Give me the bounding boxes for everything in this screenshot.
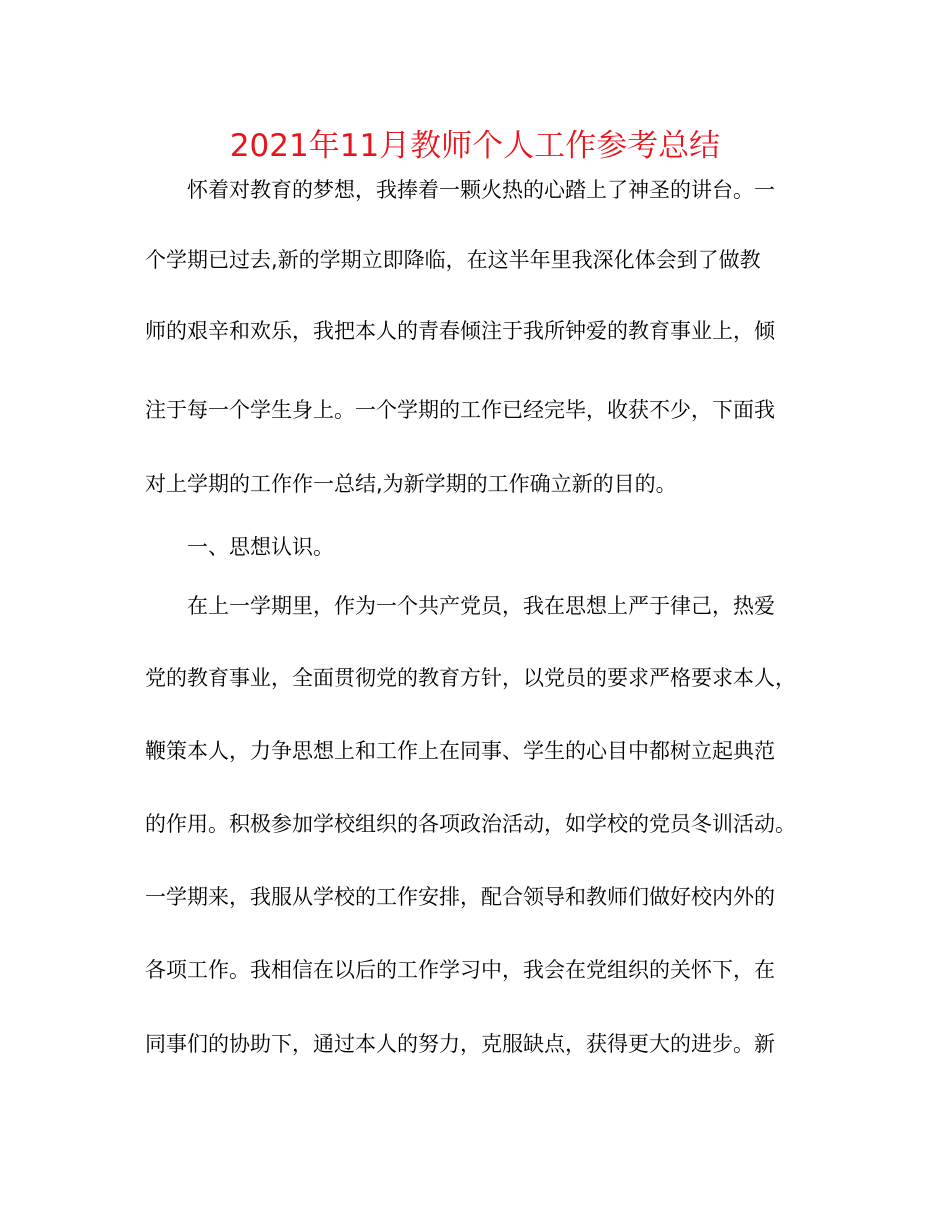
paragraph-line-3: 师的艰辛和欢乐，我把本人的青春倾注于我所钟爱的教育事业上，倾 bbox=[145, 319, 775, 343]
paragraph-line-12: 同事们的协助下，通过本人的努力，克服缺点，获得更大的进步。新 bbox=[145, 1032, 775, 1056]
paragraph-line-7: 党的教育事业，全面贯彻党的教育方针，以党员的要求严格要求本人， bbox=[145, 666, 796, 690]
paragraph-line-2: 个学期已过去,新的学期立即降临，在这半年里我深化体会到了做教 bbox=[145, 248, 761, 272]
paragraph-line-10: 一学期来，我服从学校的工作安排，配合领导和教师们做好校内外的 bbox=[145, 885, 775, 909]
section-heading: 一、思想认识。 bbox=[187, 535, 334, 559]
paragraph-line-4: 注于每一个学生身上。一个学期的工作已经完毕，收获不少，下面我 bbox=[145, 398, 775, 422]
paragraph-line-1: 怀着对教育的梦想，我捧着一颗火热的心踏上了神圣的讲台。一 bbox=[187, 178, 775, 202]
paragraph-line-6: 在上一学期里，作为一个共产党员，我在思想上严于律己，热爱 bbox=[187, 594, 775, 618]
paragraph-line-5: 对上学期的工作作一总结,为新学期的工作确立新的目的。 bbox=[145, 472, 677, 496]
document-title: 2021年11月教师个人工作参考总结 bbox=[229, 128, 721, 164]
paragraph-line-8: 鞭策本人，力争思想上和工作上在同事、学生的心目中都树立起典范 bbox=[145, 739, 775, 763]
paragraph-line-9: 的作用。积极参加学校组织的各项政治活动，如学校的党员冬训活动。 bbox=[145, 812, 796, 836]
paragraph-line-11: 各项工作。我相信在以后的工作学习中，我会在党组织的关怀下，在 bbox=[145, 958, 775, 982]
